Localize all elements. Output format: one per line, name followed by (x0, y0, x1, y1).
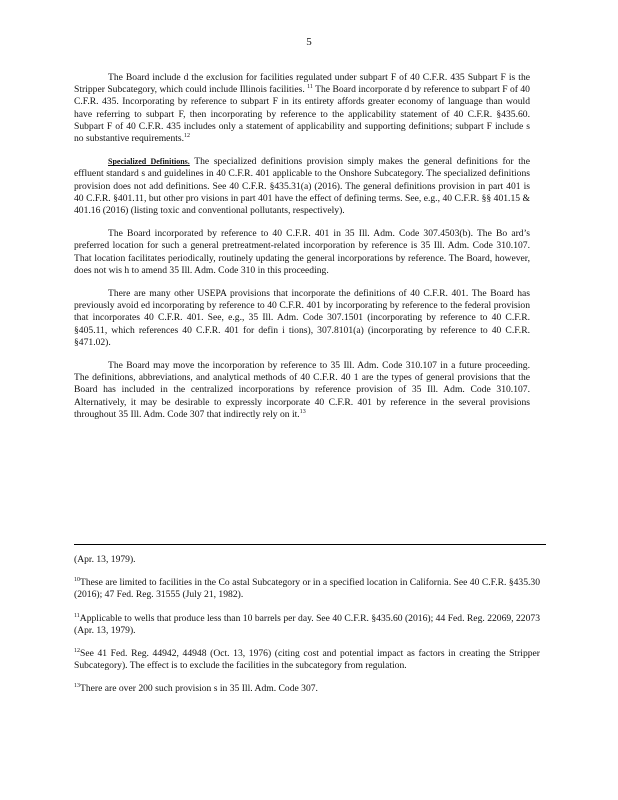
footnote-number: 11 (74, 612, 80, 619)
body-text (74, 72, 530, 432)
footnote-text: There are over 200 such provision s in 35 Ill. Adm. Code 307. (80, 683, 318, 695)
paragraph-text: The Board may move the incorporation by reference to 35 Ill. Adm. Code 310.107 in a future proceeding. The definitions, abbreviations, and analytical methods of 40 C.F.R. 40 1 are the types of general provisions that the Board has included in the centralized incorporations by reference provision of 35 Ill. Adm. Code 310.107. Alternatively, it may be desirable to expressly incorporate 40 C.F.R. 401 by reference in the several provisions throughout 35 Ill. Adm. Code 307 that indirectly rely on it. (74, 360, 530, 420)
footnote-number: 13 (74, 683, 80, 690)
footnote-ref: 11 (307, 84, 313, 91)
footnote-text: Applicable to wells that produce less than 10 barrels per day. See 40 C.F.R. §435.60 (2016); 44 Fed. Reg. 22069, 22073 (Apr. 13, 1979). (74, 612, 540, 636)
footnote-text: (Apr. 13, 1979). (74, 554, 136, 565)
footnote-13 (74, 683, 540, 695)
paragraph-text: The Board include d the exclusion for facilities regulated under subpart F of 40 C.F.R. 435 Subpart F is the Stripper Subcategory, which could include Illinois facilities. (74, 72, 530, 96)
footnote-text: These are limited to facilities in the Co astal Subcategory or in a specified location in California. See 40 C.F.R. §435.30 (2016); 47 Fed. Reg. 31555 (July 21, 1982). (74, 577, 540, 601)
footnote-continued (74, 554, 540, 566)
paragraph-text: The Board incorporate d by reference to subpart F of 40 C.F.R. 435. Incorporating by reference to subpart F in its entirety affords greater economy of language than would have referring to subpart F, then incorporating by reference to the applicability statement of 40 C.F.R. §435.60. Subpart F of 40 C.F.R. 435 includes only a statement of applicability and supporting definitions; subpart F include s no substantive requirements. (74, 84, 530, 145)
paragraph-text: There are many other USEPA provisions that incorporate the definitions of 40 C.F.R. 401. The Board has previously avoid ed incorporating by reference to 40 C.F.R. 401 by incorporating by reference to the federal provision that incorporates 40 C.F.R. 401. See, e.g., 35 Ill. Adm. Code 307.1501 (incorporating by reference to 40 C.F.R. §405.11, which references 40 C.F.R. 401 for defin i tions), 307.8101(a) (incorporating by reference to 40 C.F.R. §471.02). (74, 288, 530, 348)
page-number: 5 (306, 36, 312, 48)
footnote-number: 12 (74, 647, 80, 654)
paragraph-incorporation-location (74, 228, 530, 277)
footnote-ref: 13 (299, 408, 306, 415)
footnote-number: 10 (74, 577, 80, 584)
paragraph-future-proceeding (74, 360, 530, 421)
paragraph-specialized-definitions (74, 156, 530, 217)
footnote-11 (74, 613, 540, 637)
paragraph-text: The Board incorporated by reference to 40 C.F.R. 401 in 35 Ill. Adm. Code 307.4503(b). The Bo ard’s preferred location for such a general pretreatment-related incorporation by reference is 35 Ill. Adm. Code 310.107. That location facilitates periodically, routinely updating the general incorporations by reference. The Board, however, does not wis h to amend 35 Ill. Adm. Code 310 in this proceeding. (74, 228, 530, 276)
footnote-12 (74, 648, 540, 672)
section-heading: Specialized Definitions. (108, 157, 190, 167)
paragraph-other-provisions (74, 288, 530, 349)
paragraph-stripper-exclusion (74, 72, 530, 145)
paragraph-text: The specialized definitions provision simply makes the general definitions for the effluent standard s and guidelines in 40 C.F.R. 401 applicable to the Onshore Subcategory. The specialized definitions provision does not add definitions. See 40 C.F.R. §435.31(a) (2016). The general definitions provision in part 401 is 40 C.F.R. §401.11, but other pro visions in part 401 have the effect of defining terms. See, e.g., 40 C.F.R. §§ 401.15 & 401.16 (2016) (listing toxic and conventional pollutants, respectively). (74, 156, 530, 217)
footnotes (74, 554, 540, 707)
footnote-divider (74, 544, 546, 545)
footnote-text: See 41 Fed. Reg. 44942, 44948 (Oct. 13, 1976) (citing cost and potential impact as factors in creating the Stripper Subcategory). The effect is to exclude the facilities in the subcategory from regulation. (74, 648, 540, 672)
footnote-10 (74, 577, 540, 601)
footnote-ref: 12 (184, 132, 191, 139)
